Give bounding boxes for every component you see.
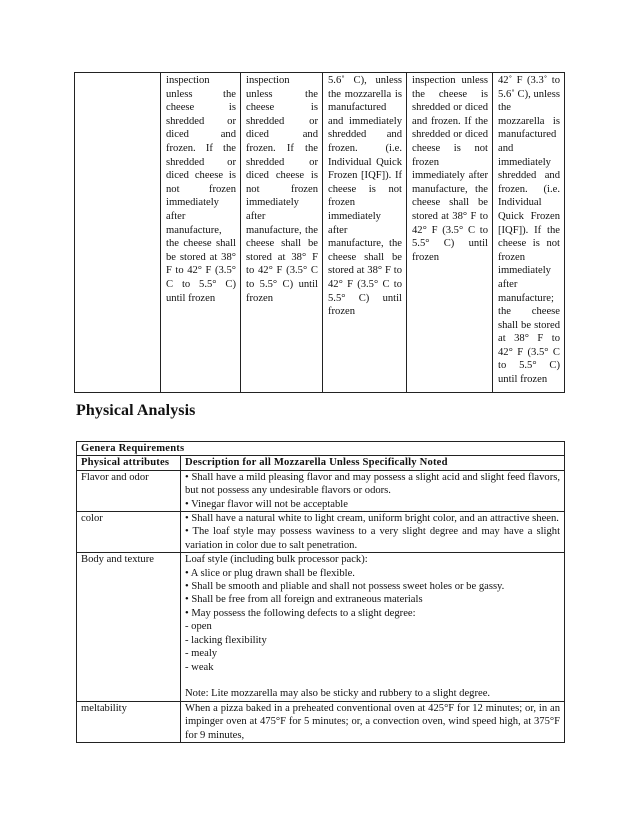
column-header-attribute: Physical attributes (77, 456, 181, 470)
table-row (77, 701, 565, 742)
storage-cell: 42˚ F (3.3˚ to 5.6˚ C), unless the mozzarella is manufactured and immediately shredded and frozen. (i.e. Individual Quick Frozen [IQF]). If the cheese is not frozen immediately after manufacture; the cheese shall be stored at 38° F to 42° F (3.5° C to 5.5° C) until frozen (493, 73, 565, 393)
description-line: • Shall have a mild pleasing flavor and may possess a slight acid and slight feed flavors, but not possess any undesirable flavors or odors. (185, 471, 561, 497)
description-line: • Shall be smooth and pliable and shall not possess sweet holes or be gassy. (185, 581, 505, 593)
storage-cell: inspection unless the cheese is shredded or diced and frozen. If the shredded or diced cheese is not frozen immediately after manufacture, the cheese shall be stored at 38° F to 42° F (3.5° C to 5.5° C) until frozen (161, 73, 241, 393)
table-caption-row (77, 442, 565, 456)
table-header-row (77, 456, 565, 470)
description-line: Note: Lite mozzarella may also be sticky and rubbery to a slight degree. (185, 688, 491, 700)
table-caption: Genera Requirements (77, 442, 565, 456)
table-row (75, 73, 565, 393)
table-row (77, 553, 565, 701)
physical-analysis-table (76, 441, 565, 743)
description-line: - open (185, 621, 212, 633)
attribute-cell: Flavor and odor (77, 470, 181, 511)
description-line: • The loaf style may possess waviness to a very slight degree and may have a slight variation in color due to salt penetration. (185, 526, 561, 551)
storage-cell: inspection unless the cheese is shredded or diced and frozen. If the shredded or diced cheese is not frozen immediately after manufacture, the cheese shall be stored at 38° F to 42° F (3.5° C to 5.5° C) until frozen (407, 73, 493, 393)
table-row (77, 512, 565, 553)
attribute-cell: Body and texture (77, 553, 181, 701)
description-line: When a pizza baked in a preheated conventional oven at 425°F for 12 minutes; or, in an impinger oven at 475°F for 5 minutes; or, a convection oven, wind speed high, at 375°F for 9 minutes, (185, 702, 561, 741)
description-cell (181, 701, 565, 742)
description-line: - mealy (185, 648, 218, 660)
attribute-cell: color (77, 512, 181, 553)
description-line: - lacking flexibility (185, 634, 267, 646)
column-header-description: Description for all Mozzarella Unless Specifically Noted (181, 456, 565, 470)
description-line: • Shall be free from all foreign and extraneous materials (185, 594, 423, 606)
storage-cell: inspection unless the cheese is shredded or diced and frozen. If the shredded or diced cheese is not frozen immediately after manufacture, the cheese shall be stored at 38° F to 42° F (3.5° C to 5.5° C) until frozen (241, 73, 323, 393)
description-line: - weak (185, 661, 214, 673)
description-line: Loaf style (including bulk processor pack): (185, 554, 368, 566)
description-line: • A slice or plug drawn shall be flexible. (185, 567, 355, 579)
description-cell (181, 553, 565, 701)
description-line: • Shall have a natural white to light cream, uniform bright color, and an attractive sheen. (185, 513, 559, 525)
attribute-cell: meltability (77, 701, 181, 742)
description-cell (181, 512, 565, 553)
table-row (77, 470, 565, 511)
section-title: Physical Analysis (76, 402, 196, 419)
storage-cell: 5.6˚ C), unless the mozzarella is manufactured and immediately shredded and frozen. (i.e. Individual Quick Frozen [IQF]). If cheese is not frozen immediately after manufacture, the cheese shall be stored at 38° F to 42° F (3.5° C to 5.5° C) until frozen (323, 73, 407, 393)
description-line: • Vinegar flavor will not be acceptable (185, 498, 348, 510)
continued-storage-table (74, 72, 565, 393)
blank-line (185, 674, 560, 687)
description-cell (181, 470, 565, 511)
empty-cell (75, 73, 161, 393)
description-line: • May possess the following defects to a slight degree: (185, 607, 416, 619)
